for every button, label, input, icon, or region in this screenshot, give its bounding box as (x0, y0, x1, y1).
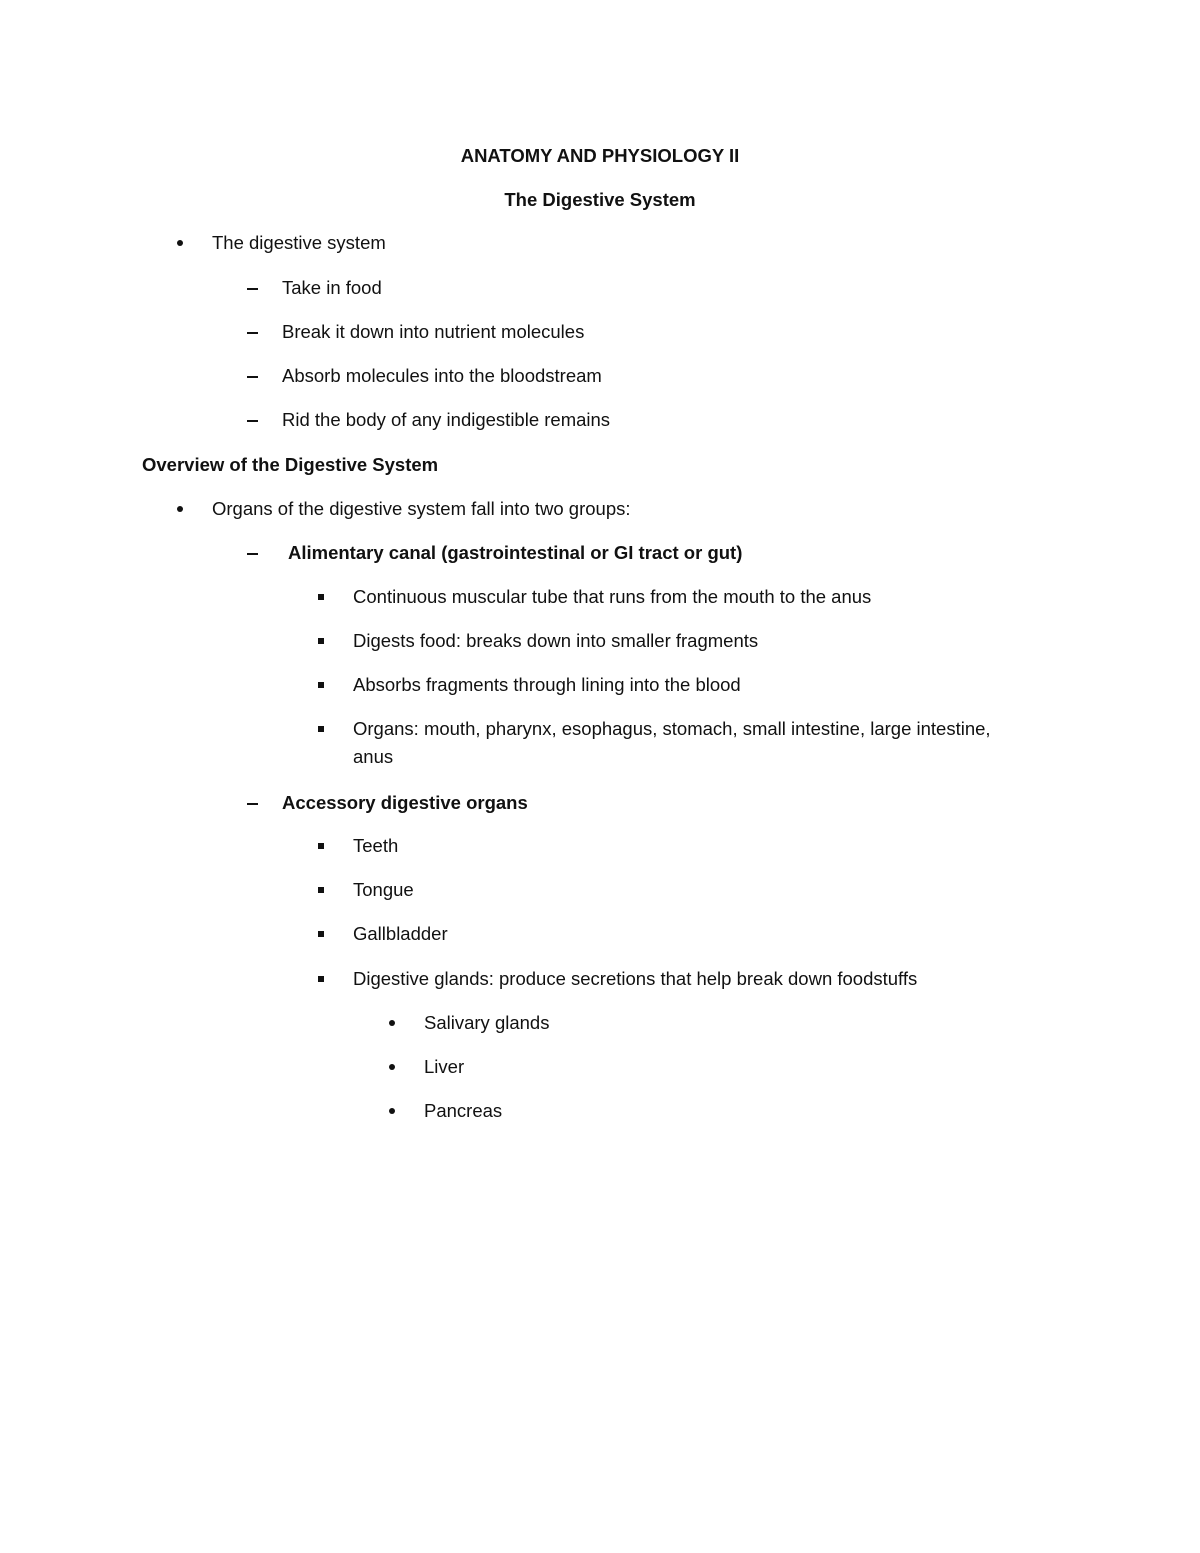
bullet-dot-icon (177, 240, 183, 246)
dash-icon (247, 553, 258, 555)
square-bullet-icon (318, 931, 324, 937)
accessory-item: Teeth (353, 835, 399, 856)
alimentary-item: Continuous muscular tube that runs from the mouth to the anus (353, 586, 872, 607)
intro-item: Break it down into nutrient molecules (282, 321, 585, 342)
glands-label: Digestive glands: produce secretions that help break down foodstuffs (353, 968, 918, 989)
accessory-item: Tongue (353, 879, 414, 900)
dash-icon (247, 288, 258, 290)
accessory-item: Gallbladder (353, 923, 448, 944)
dash-icon (247, 376, 258, 378)
square-bullet-icon (318, 682, 324, 688)
square-bullet-icon (318, 976, 324, 982)
bullet-dot-icon (389, 1064, 395, 1070)
bullet-dot-icon (389, 1108, 395, 1114)
alimentary-item-continuation: anus (353, 746, 394, 767)
document-subtitle: The Digestive System (504, 189, 696, 210)
dash-icon (247, 420, 258, 422)
alimentary-item: Organs: mouth, pharynx, esophagus, stomach, small intestine, large intestine, (353, 718, 991, 739)
square-bullet-icon (318, 638, 324, 644)
dash-icon (247, 332, 258, 334)
square-bullet-icon (318, 843, 324, 849)
accessory-label: Accessory digestive organs (282, 792, 528, 813)
square-bullet-icon (318, 594, 324, 600)
overview-heading: Overview of the Digestive System (142, 454, 439, 475)
gland-item: Pancreas (424, 1100, 503, 1121)
overview-bullet: Organs of the digestive system fall into two groups: (212, 498, 631, 519)
square-bullet-icon (318, 726, 324, 732)
intro-item: Rid the body of any indigestible remains (282, 409, 611, 430)
bullet-dot-icon (389, 1020, 395, 1026)
alimentary-item: Digests food: breaks down into smaller fragments (353, 630, 759, 651)
intro-item: Take in food (282, 277, 382, 298)
dash-icon (247, 803, 258, 805)
document-title: ANATOMY AND PHYSIOLOGY II (460, 145, 740, 166)
bullet-dot-icon (177, 506, 183, 512)
intro-item: Absorb molecules into the bloodstream (282, 365, 602, 386)
square-bullet-icon (318, 887, 324, 893)
alimentary-label: Alimentary canal (gastrointestinal or GI tract or gut) (288, 542, 743, 563)
intro-bullet: The digestive system (212, 232, 386, 253)
alimentary-item: Absorbs fragments through lining into the blood (353, 674, 741, 695)
gland-item: Salivary glands (424, 1012, 550, 1033)
gland-item: Liver (424, 1056, 465, 1077)
